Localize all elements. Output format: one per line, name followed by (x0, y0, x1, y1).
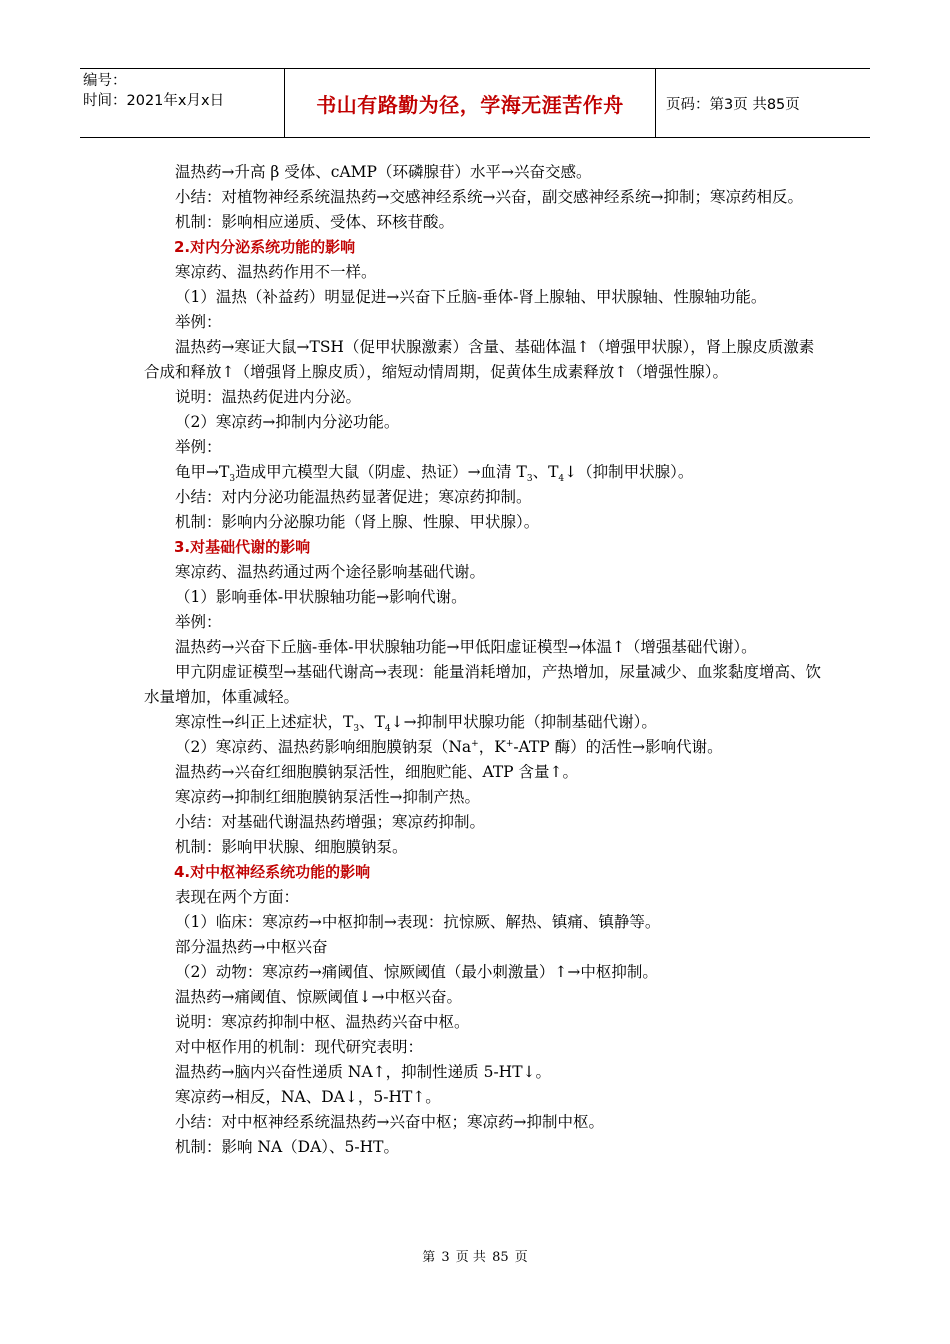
subscript: 3 (353, 724, 360, 735)
paragraph (144, 185, 824, 210)
paragraph (144, 1135, 824, 1160)
paragraph (144, 485, 824, 510)
subscript: 3 (229, 474, 236, 485)
text-run: 温热药→兴奋红细胞膜钠泵活性，细胞贮能、ATP 含量↑。 (175, 763, 579, 781)
paragraph (144, 435, 824, 460)
paragraph (144, 985, 824, 1010)
text-run: （2）动物：寒凉药→痛阈值、惊厥阈值（最小刺激量）↑→中枢抑制。 (175, 963, 658, 981)
text-run: 甲亢阴虚证模型→基础代谢高→表现：能量消耗增加，产热增加，尿量减少、血浆黏度增高、饮水量增加，体重减轻。 (144, 663, 821, 706)
page-footer (0, 1246, 950, 1265)
text-run: 举例： (175, 613, 222, 631)
section-heading (144, 535, 824, 560)
text-run: 部分温热药→中枢兴奋 (175, 938, 328, 956)
text-run: -ATP 酶）的活性→影响代谢。 (513, 738, 723, 756)
paragraph (144, 835, 824, 860)
paragraph (144, 1060, 824, 1085)
paragraph (144, 710, 824, 735)
text-run: 2.对内分泌系统功能的影响 (174, 238, 356, 256)
header-motto-cell (284, 69, 656, 137)
text-run: 表现在两个方面： (175, 888, 300, 906)
paragraph (144, 1035, 824, 1060)
text-run: 温热药→脑内兴奋性递质 NA↑，抑制性递质 5-HT↓。 (175, 1063, 552, 1081)
paragraph (144, 560, 824, 585)
text-run: 温热药→痛阈值、惊厥阈值↓→中枢兴奋。 (175, 988, 462, 1006)
text-run: 机制：影响甲状腺、细胞膜钠泵。 (175, 838, 408, 856)
superscript: + (505, 738, 514, 749)
paragraph (144, 910, 824, 935)
document-body (144, 160, 824, 1160)
footer-total-pages: 85 (492, 1250, 509, 1265)
text-run: 对中枢作用的机制：现代研究表明： (175, 1038, 424, 1056)
text-run: 寒凉药、温热药通过两个途径影响基础代谢。 (175, 563, 486, 581)
subscript: 4 (558, 474, 565, 485)
header-meta (80, 69, 284, 137)
text-run: ↓（抑制甲状腺）。 (564, 463, 694, 481)
footer-page-number: 3 (441, 1250, 450, 1265)
text-run: 、T (359, 713, 385, 731)
paragraph (144, 260, 824, 285)
header-motto: 书山有路勤为径，学海无涯苦作舟 (316, 92, 624, 117)
header-page-cell (656, 69, 870, 137)
text-run: 小结：对中枢神经系统温热药→兴奋中枢；寒凉药→抑制中枢。 (175, 1113, 604, 1131)
page-header (80, 68, 870, 138)
paragraph (144, 410, 824, 435)
text-run: （1）温热（补益药）明显促进→兴奋下丘脑-垂体-肾上腺轴、甲状腺轴、性腺轴功能。 (175, 288, 767, 306)
text-run: ，K (478, 738, 506, 756)
footer-prefix: 第 (422, 1250, 436, 1265)
text-run: 温热药→寒证大鼠→TSH（促甲状腺激素）含量、基础体温↑（增强甲状腺），肾上腺皮质激素合成和释放↑（增强肾上腺皮质），缩短动情周期，促黄体生成素释放↑（增强性腺）。 (144, 338, 815, 381)
text-run: 温热药→兴奋下丘脑-垂体-甲状腺轴功能→甲低阳虚证模型→体温↑（增强基础代谢）。 (175, 638, 757, 656)
date-label: 时间：2021年x月x日 (83, 93, 225, 109)
paragraph (144, 385, 824, 410)
paragraph (144, 635, 824, 660)
subscript: 3 (526, 474, 533, 485)
paragraph (144, 885, 824, 910)
header-page-number: 页码：第3页 共85页 (666, 96, 800, 113)
paragraph (144, 660, 824, 710)
paragraph (144, 285, 824, 310)
paragraph (144, 610, 824, 635)
paragraph (144, 335, 824, 385)
text-run: 龟甲→T (175, 463, 230, 481)
footer-suffix: 页 (514, 1250, 528, 1265)
serial-number-label: 编号： (83, 73, 127, 89)
superscript: + (471, 738, 479, 749)
paragraph (144, 310, 824, 335)
section-heading (144, 235, 824, 260)
text-run: 4.对中枢神经系统功能的影响 (174, 863, 371, 881)
text-run: ↓→抑制甲状腺功能（抑制基础代谢）。 (390, 713, 657, 731)
paragraph (144, 810, 824, 835)
paragraph (144, 760, 824, 785)
text-run: 3.对基础代谢的影响 (174, 538, 311, 556)
text-run: 举例： (175, 438, 222, 456)
text-run: 寒凉药→相反，NA、DA↓，5-HT↑。 (175, 1088, 441, 1106)
text-run: 机制：影响相应递质、受体、环核苷酸。 (175, 213, 455, 231)
paragraph (144, 210, 824, 235)
paragraph (144, 1110, 824, 1135)
footer-middle: 页 共 (455, 1250, 486, 1265)
text-run: 寒凉药→抑制红细胞膜钠泵活性→抑制产热。 (175, 788, 480, 806)
text-run: 说明：温热药促进内分泌。 (175, 388, 362, 406)
text-run: 机制：影响 NA（DA）、5-HT。 (175, 1138, 400, 1156)
paragraph (144, 935, 824, 960)
text-run: （1）影响垂体-甲状腺轴功能→影响代谢。 (175, 588, 467, 606)
text-run: 小结：对基础代谢温热药增强；寒凉药抑制。 (175, 813, 486, 831)
text-run: 寒凉药、温热药作用不一样。 (175, 263, 377, 281)
text-run: （1）临床：寒凉药→中枢抑制→表现：抗惊厥、解热、镇痛、镇静等。 (175, 913, 661, 931)
text-run: 小结：对植物神经系统温热药→交感神经系统→兴奋，副交感神经系统→抑制；寒凉药相反。 (175, 188, 803, 206)
text-run: （2）寒凉药、温热药影响细胞膜钠泵（Na (175, 738, 472, 756)
paragraph (144, 160, 824, 185)
paragraph (144, 1010, 824, 1035)
subscript: 4 (384, 724, 391, 735)
text-run: 说明：寒凉药抑制中枢、温热药兴奋中枢。 (175, 1013, 470, 1031)
section-heading (144, 860, 824, 885)
text-run: 、T (532, 463, 559, 481)
text-run: 造成甲亢模型大鼠（阴虚、热证）→血清 T (235, 463, 527, 481)
text-run: 机制：影响内分泌腺功能（肾上腺、性腺、甲状腺）。 (175, 513, 540, 531)
text-run: 寒凉性→纠正上述症状，T (175, 713, 354, 731)
paragraph (144, 735, 824, 760)
text-run: 小结：对内分泌功能温热药显著促进；寒凉药抑制。 (175, 488, 532, 506)
paragraph (144, 510, 824, 535)
paragraph (144, 960, 824, 985)
paragraph (144, 585, 824, 610)
paragraph (144, 1085, 824, 1110)
paragraph (144, 785, 824, 810)
text-run: 举例： (175, 313, 222, 331)
paragraph (144, 460, 824, 485)
text-run: （2）寒凉药→抑制内分泌功能。 (175, 413, 400, 431)
text-run: 温热药→升高 β 受体、cAMP（环磷腺苷）水平→兴奋交感。 (175, 163, 592, 181)
